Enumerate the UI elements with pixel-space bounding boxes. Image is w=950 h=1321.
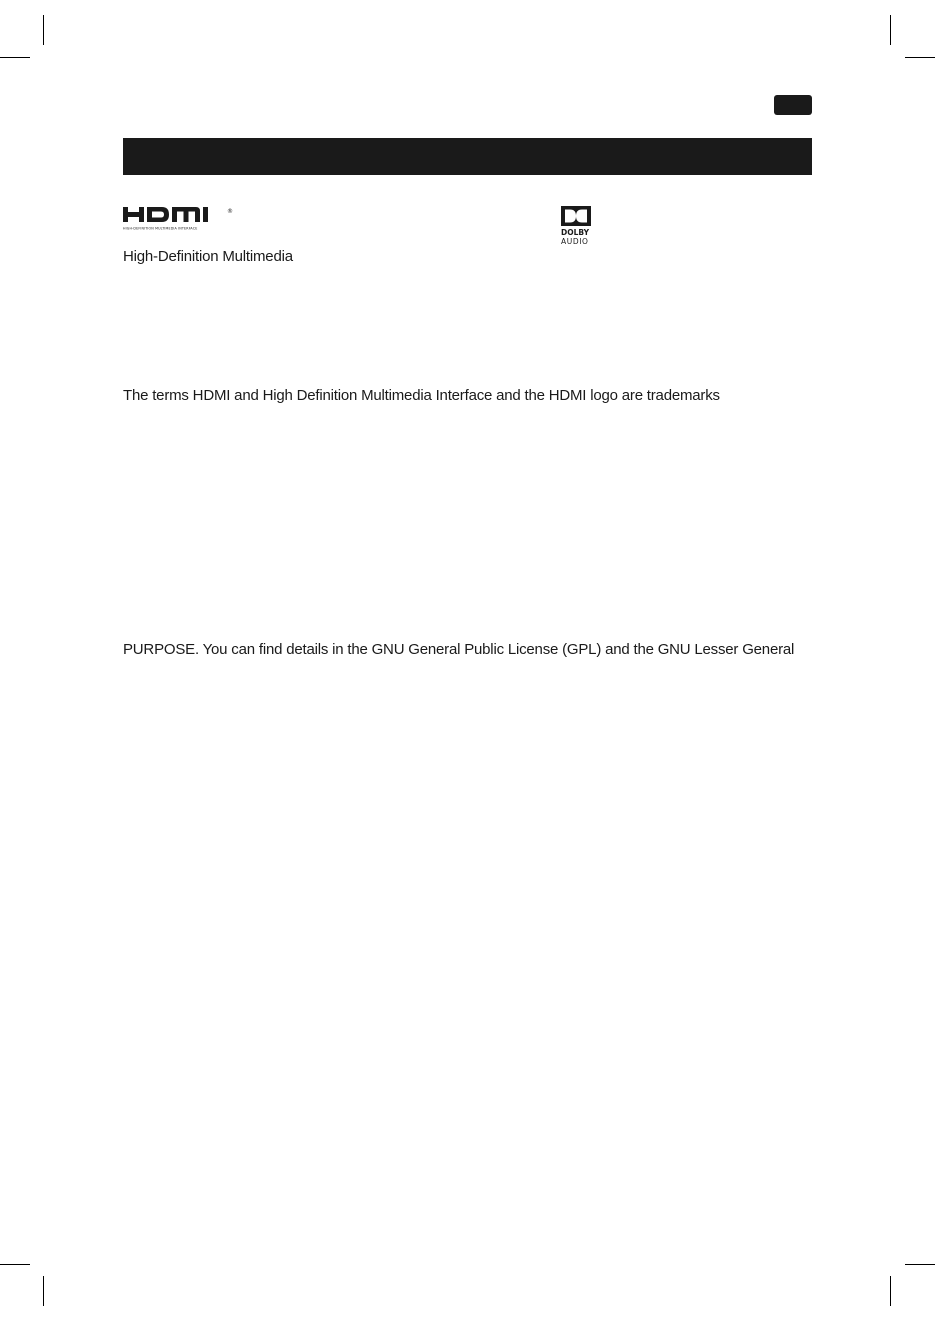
- gpl-purpose-text: PURPOSE. You can find details in the GNU General Public License (GPL) and the GNU Lesser General: [123, 641, 795, 658]
- dolby-line1: DOLBY: [561, 228, 590, 237]
- crop-mark-top-right-vertical: [890, 15, 891, 45]
- crop-mark-bottom-left-vertical: [43, 1276, 44, 1306]
- dolby-audio-logo: [557, 204, 597, 248]
- hdmi-trademark-text: The terms HDMI and High Definition Multimedia Interface and the HDMI logo are trademarks: [123, 387, 720, 404]
- crop-mark-bottom-left-horizontal: [0, 1264, 30, 1265]
- crop-mark-top-right-horizontal: [905, 57, 935, 58]
- crop-mark-bottom-right-vertical: [890, 1276, 891, 1306]
- hdmi-registered-mark: ®: [227, 208, 233, 215]
- hdmi-description-text: High-Definition Multimedia: [123, 248, 293, 265]
- section-header-bar: [123, 138, 812, 175]
- hdmi-logo: [122, 202, 234, 232]
- dolby-line2: AUDIO: [561, 237, 589, 246]
- hdmi-tagline: HIGH-DEFINITION MULTIMEDIA INTERFACE: [123, 226, 198, 231]
- crop-mark-top-left-vertical: [43, 15, 44, 45]
- crop-mark-bottom-right-horizontal: [905, 1264, 935, 1265]
- page-number-tab: [774, 95, 812, 115]
- crop-mark-top-left-horizontal: [0, 57, 30, 58]
